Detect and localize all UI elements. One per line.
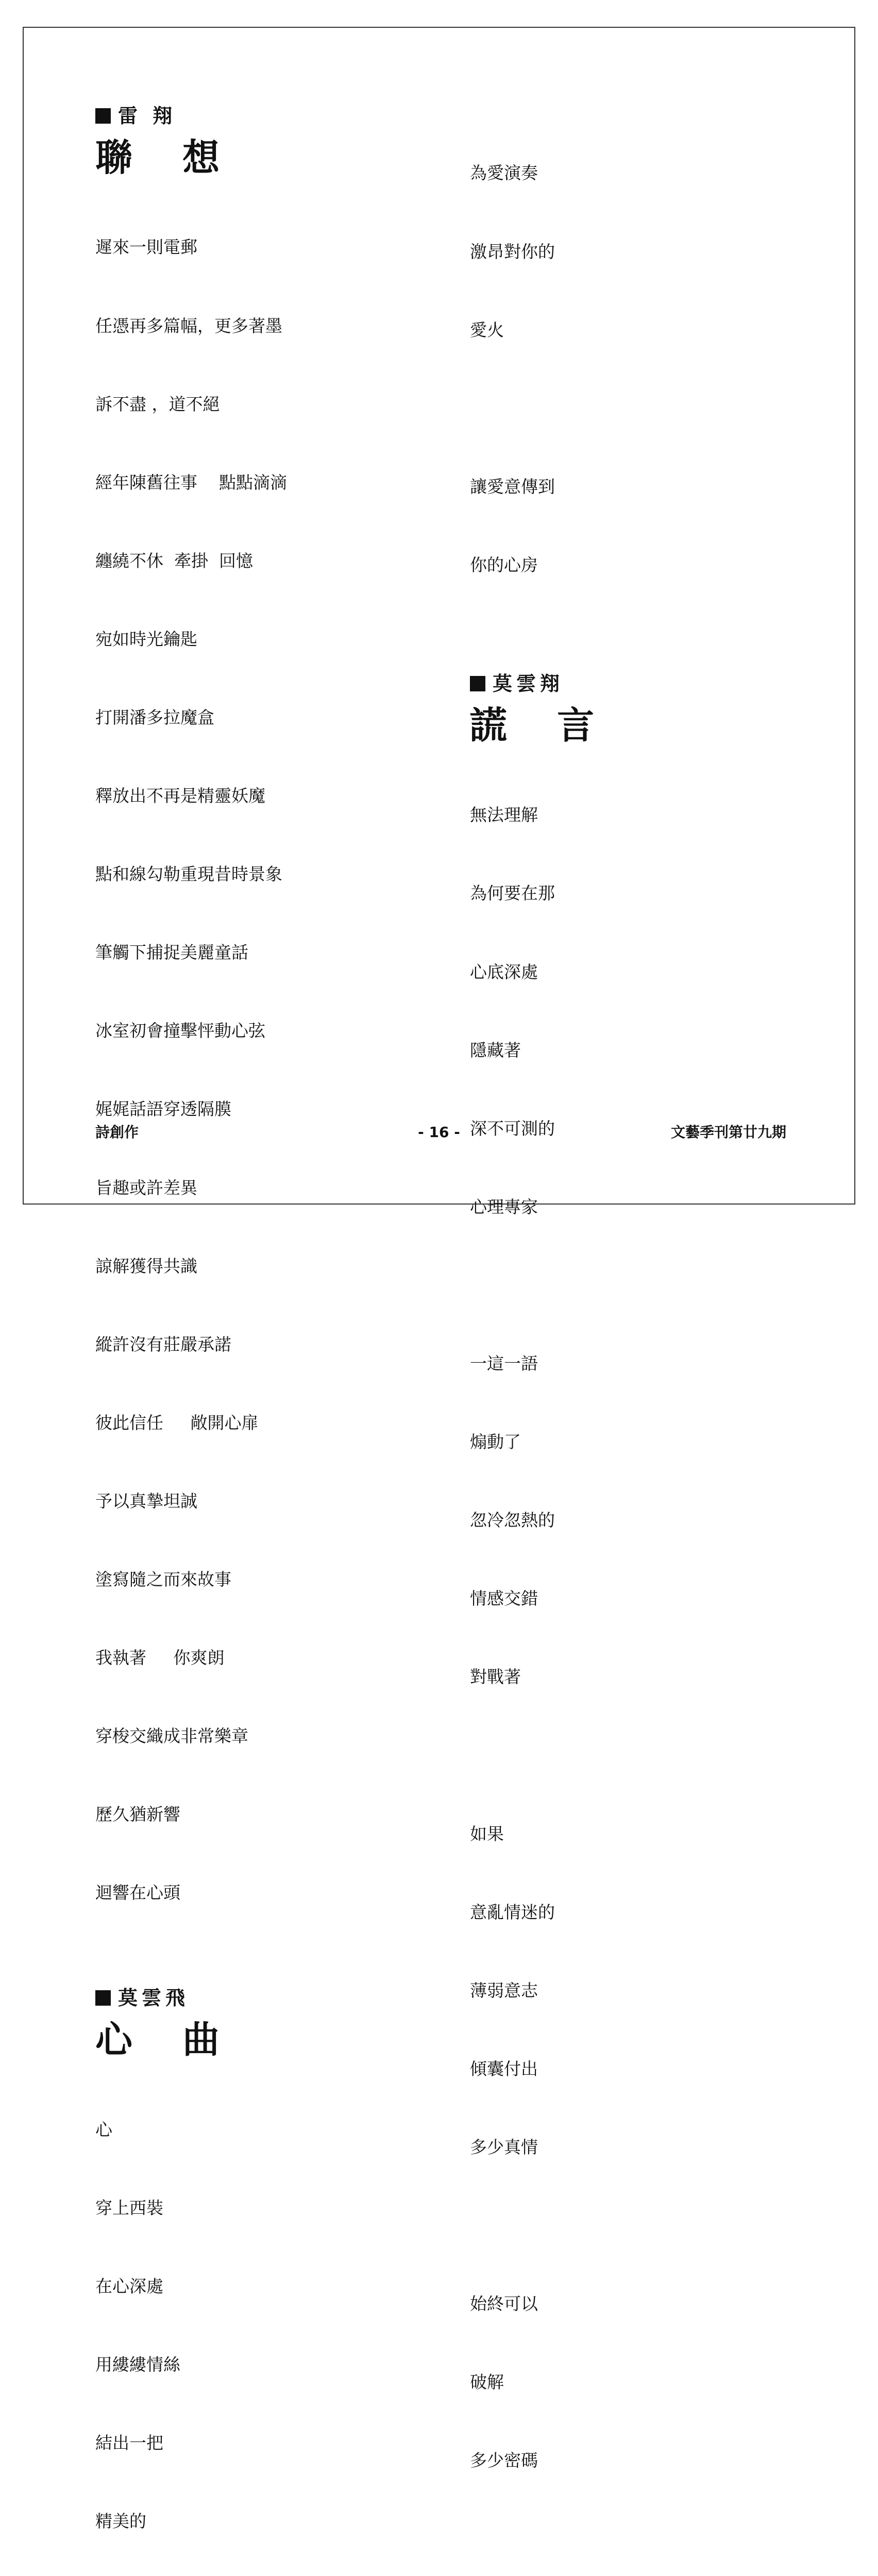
poem-line: 訴不盡 ，道不絕 (95, 394, 220, 414)
poem-line: 多少密碼 (470, 2450, 538, 2471)
poem-body-xinqu (95, 2064, 415, 2576)
poem-author (95, 103, 415, 129)
poem-line: 用縷縷情絲 (95, 2354, 180, 2375)
author-name-moyunxiang: 莫雲翔 (493, 671, 564, 695)
black-square-icon (470, 676, 485, 691)
poem-line: 筆觸下捕捉美麗童話 (95, 942, 248, 963)
poem-line: 予以真摯坦誠 (95, 1490, 197, 1511)
poem-line: 無法理解 (470, 805, 538, 825)
stanza-gap (470, 1273, 789, 1299)
stanza-gap (470, 396, 789, 422)
poem-line: 一這一語 (470, 1353, 538, 1374)
poem-line: 你的心房 (470, 554, 538, 575)
footer-page-number: - 16 - (418, 1124, 460, 1141)
author-name-leixiang: 雷 翔 (118, 104, 177, 127)
poem-line: 深不可測的 (470, 1118, 555, 1139)
poem-line: 傾囊付出 (470, 2058, 538, 2079)
poem-line: 始終可以 (470, 2294, 538, 2314)
poem-line: 心底深處 (470, 961, 538, 982)
poem-line: 讓愛意傳到 (470, 476, 555, 497)
poem-line: 穿梭交織成非常樂章 (95, 1726, 248, 1747)
poem-line: 精美的 (95, 2511, 146, 2532)
poem-body-huangyan (470, 750, 789, 2576)
poem-line: 煽動了 (470, 1432, 521, 1452)
poem-line: 穿上西裝 (95, 2197, 163, 2218)
poem-line: 在心深處 (95, 2276, 163, 2297)
poem-line: 意亂情迷的 (470, 1902, 555, 1922)
poem-line: 塗寫隨之而來故事 (95, 1569, 231, 1589)
poem-line: 宛如時光鑰匙 (95, 629, 197, 649)
poem-title-lianxiang: 聯 想 (95, 135, 239, 179)
poem-line: 娓娓話語穿透隔膜 (95, 1099, 231, 1120)
poem-line: 激昂對你的 (470, 241, 555, 262)
poem-line: 縱許沒有莊嚴承諾 (95, 1334, 231, 1354)
poem-line: 如果 (470, 1823, 504, 1844)
stanza-gap (470, 2213, 789, 2239)
poem-line: 對戰著 (470, 1667, 521, 1687)
poem-line: 冰室初會撞擊怦動心弦 (95, 1021, 265, 1041)
poem-body-xinqu-continued (470, 108, 789, 631)
poem-line: 結出一把 (95, 2433, 163, 2453)
poem-line: 遲來一則電郵 (95, 237, 197, 258)
poem-line: 破解 (470, 2372, 504, 2393)
black-square-icon (95, 1990, 111, 2006)
poem-line: 釋放出不再是精靈妖魔 (95, 786, 265, 806)
poem-line: 我執著 你爽朗 (95, 1648, 225, 1668)
poem-line: 彼此信任 敞開心扉 (95, 1412, 259, 1433)
poem-line: 隱藏著 (470, 1040, 521, 1060)
poem-line: 歷久猶新響 (95, 1804, 180, 1825)
poem-author (95, 1985, 415, 2011)
poem-line: 纏繞不休 牽掛 回憶 (95, 550, 253, 571)
poem-line: 為何要在那 (470, 883, 555, 904)
poem-line: 點和線勾勒重現昔時景象 (95, 864, 282, 885)
poem-line: 打開潘多拉魔盒 (95, 707, 214, 727)
poem-line: 愛火 (470, 319, 504, 340)
poem-line: 薄弱意志 (470, 1980, 538, 2001)
footer-journal-issue: 文藝季刊第廿九期 (670, 1124, 786, 1141)
stanza-gap (470, 2526, 789, 2552)
poem-line: 任憑再多篇幅，更多著墨 (95, 315, 282, 336)
poem-line: 迴響在心頭 (95, 1883, 180, 1903)
author-name-moyunfei: 莫雲飛 (118, 1986, 190, 2010)
poem-line: 多少真情 (470, 2137, 538, 2157)
poem-line: 諒解獲得共識 (95, 1256, 197, 1276)
poem-title-huangyan: 謊 言 (470, 703, 613, 747)
poem-line: 忽冷忽熱的 (470, 1510, 555, 1531)
left-column (95, 103, 415, 2576)
poem-body-lianxiang (95, 182, 415, 1958)
black-square-icon (95, 108, 111, 124)
poem-line: 心理專家 (470, 1196, 538, 1217)
poem-line: 為愛演奏 (470, 163, 538, 183)
poem-line: 心 (95, 2119, 112, 2140)
poem-title-xinqu: 心 曲 (95, 2018, 239, 2062)
poem-line: 情感交錯 (470, 1588, 538, 1609)
footer-section-label: 詩創作 (95, 1124, 139, 1141)
poem-line: 旨趣或許差異 (95, 1177, 197, 1198)
right-column (470, 103, 789, 2576)
poem-author (470, 671, 789, 697)
stanza-gap (470, 1743, 789, 1769)
poem-line: 經年陳舊往事 點點滴滴 (95, 472, 287, 493)
